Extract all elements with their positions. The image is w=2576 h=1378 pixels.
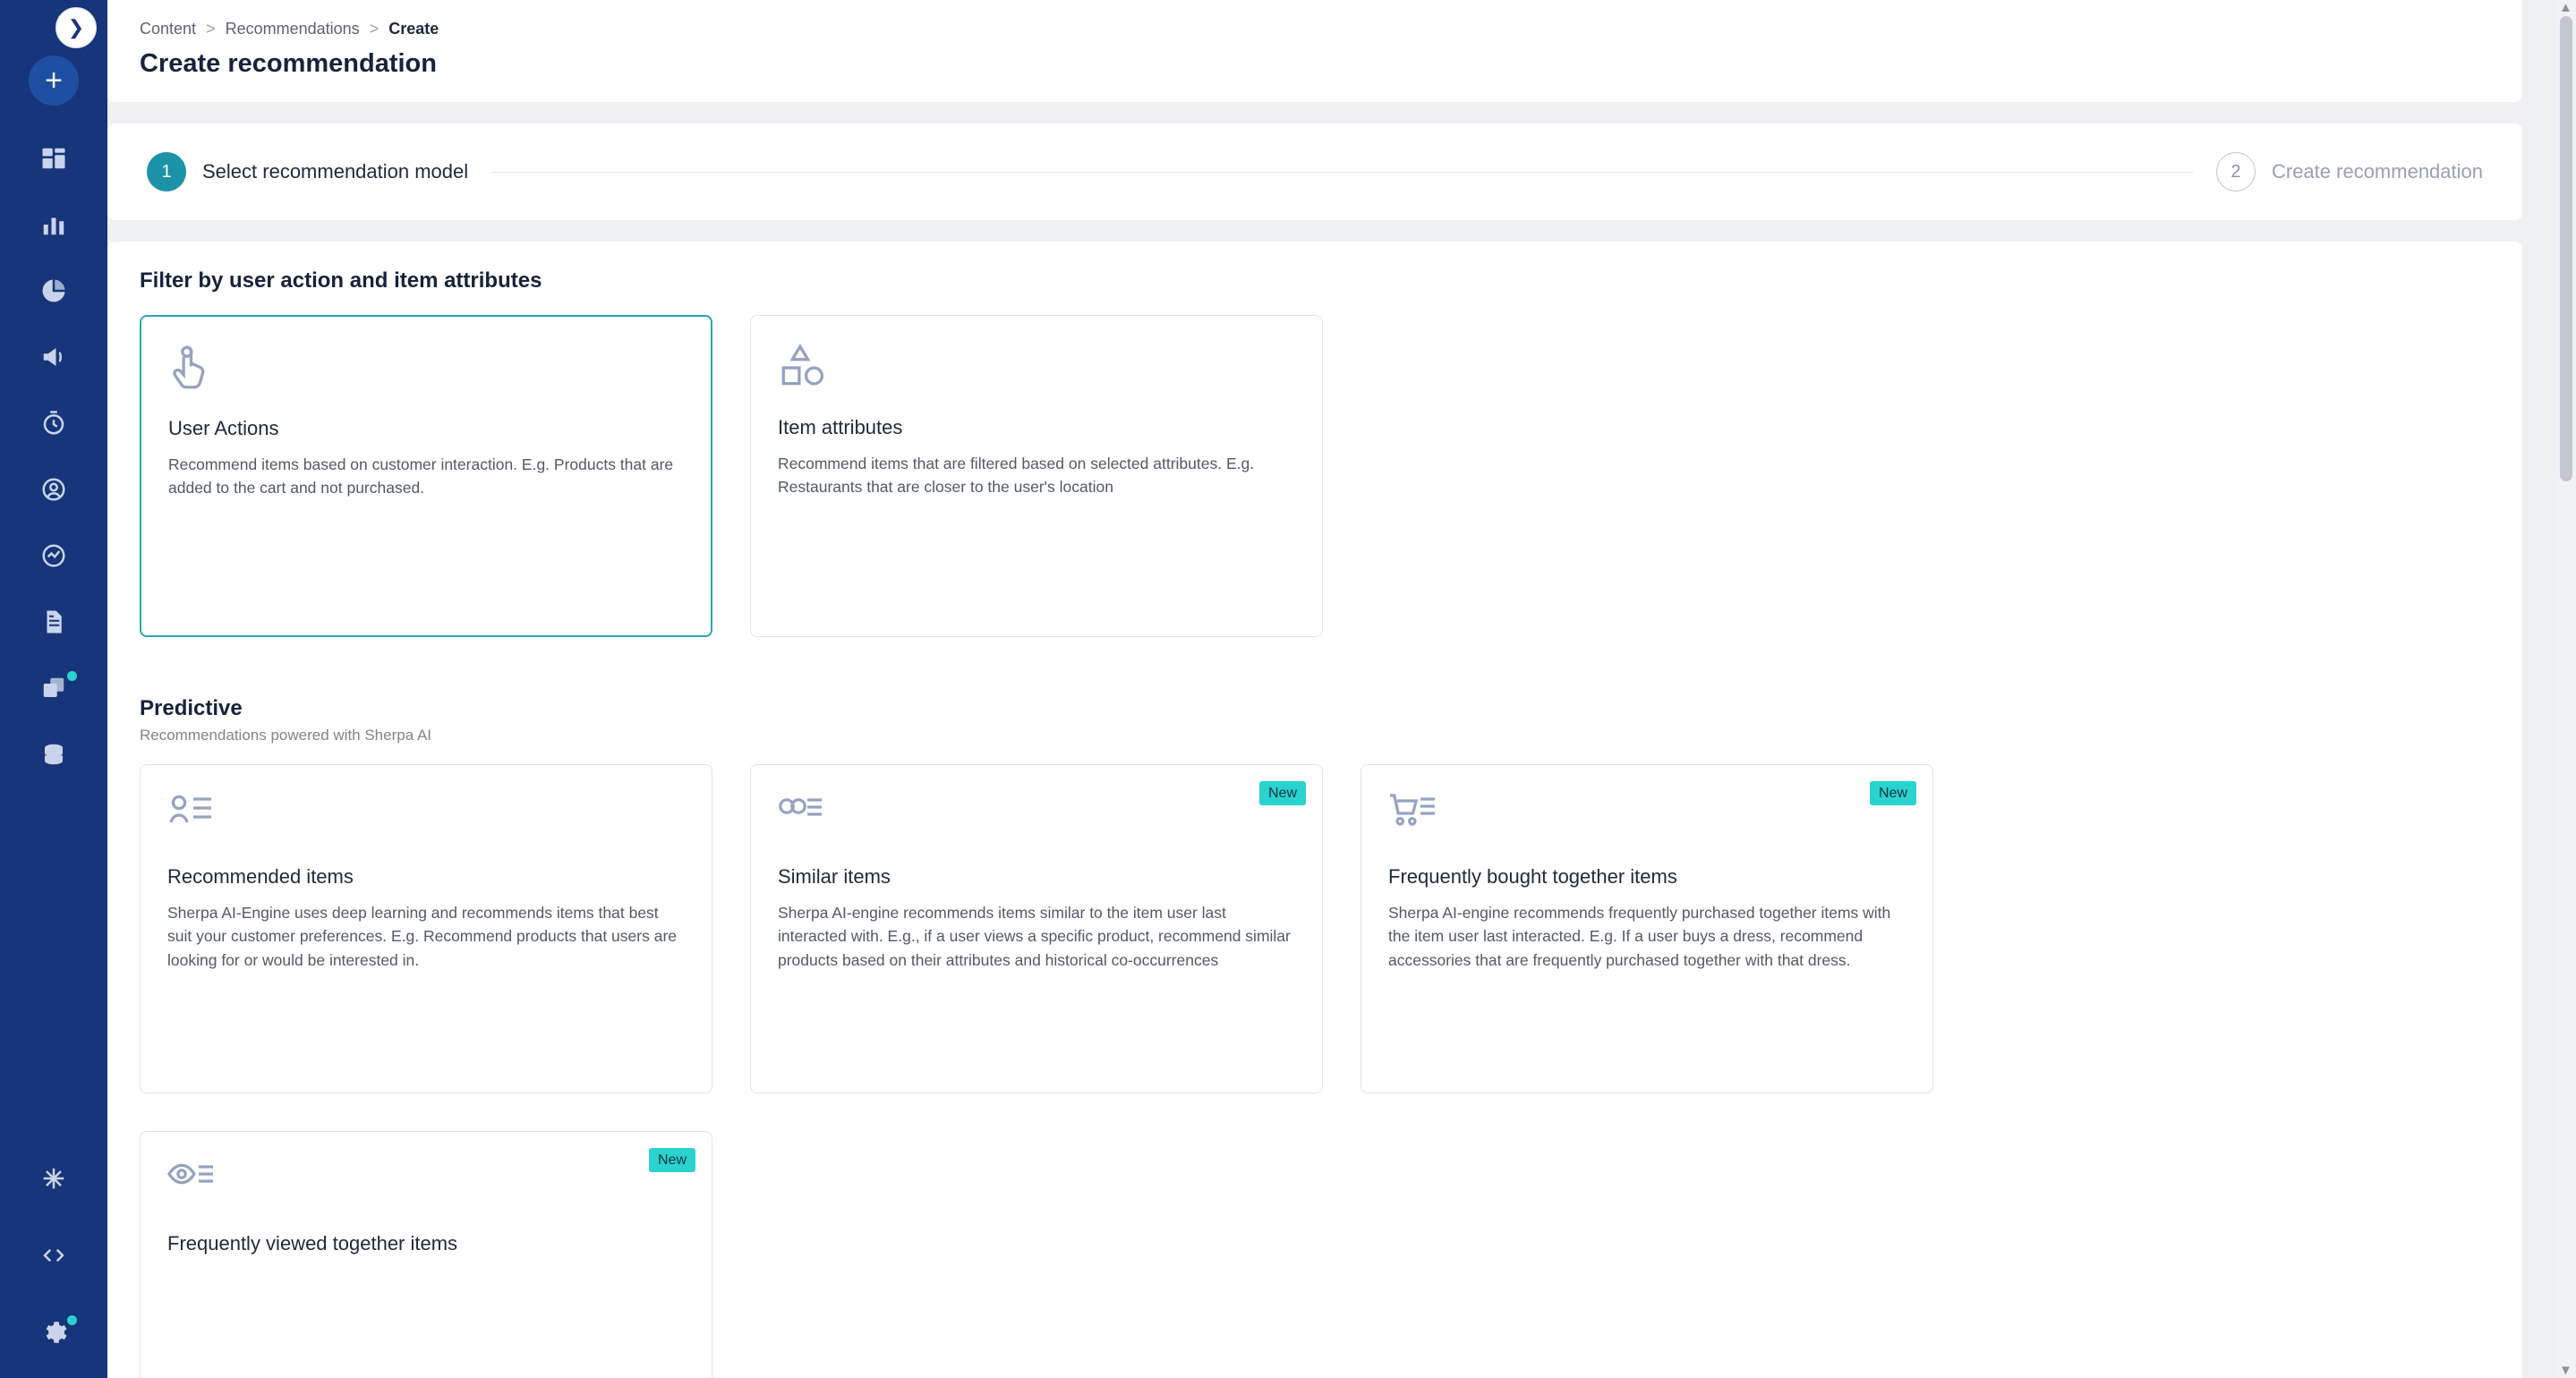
model-card-description: Recommend items that are filtered based on selected attributes. E.g. Restaurants that are closer to the user's location: [778, 455, 1255, 497]
notification-dot: [67, 1315, 77, 1325]
add-new-button[interactable]: [29, 55, 79, 106]
sidebar-item-campaigns[interactable]: [27, 336, 81, 378]
model-card-title: Frequently bought together items: [1388, 865, 1677, 888]
sparkle-icon: [40, 1165, 67, 1192]
sidebar-item-audience[interactable]: [27, 469, 81, 510]
dashboard-icon: [40, 145, 67, 172]
sidebar-expand-icon[interactable]: ❯: [55, 7, 97, 48]
left-sidebar: [0, 0, 107, 1378]
model-card-user-actions[interactable]: [140, 315, 712, 637]
eye-list-icon: [167, 1157, 685, 1220]
bar-chart-icon: [40, 211, 67, 238]
notification-dot: [67, 671, 77, 681]
page-header: [107, 0, 2522, 102]
predictive-section-title: Predictive: [140, 696, 243, 720]
step-2[interactable]: [2216, 152, 2483, 191]
layers-icon: [40, 675, 67, 702]
document-icon: [40, 608, 67, 635]
model-card-title: Similar items: [778, 865, 891, 888]
model-card-item-attributes[interactable]: [750, 315, 1323, 637]
breadcrumb-item-content[interactable]: Content: [140, 20, 197, 38]
pulse-icon: [40, 542, 67, 569]
model-card-frequently-bought-together[interactable]: [1361, 764, 1933, 1093]
scroll-up-icon[interactable]: ▲: [2559, 0, 2572, 15]
similar-items-icon: [778, 790, 1295, 853]
sidebar-item-analytics[interactable]: [27, 204, 81, 245]
pie-chart-icon: [40, 277, 67, 304]
tap-hand-icon: [168, 342, 684, 404]
step-2-number: 2: [2216, 152, 2256, 191]
user-circle-icon: [40, 476, 67, 503]
sidebar-item-settings[interactable]: [27, 1312, 81, 1353]
code-icon: [40, 1242, 67, 1269]
stepper: [107, 123, 2522, 220]
breadcrumb-item-create: Create: [388, 20, 439, 38]
sidebar-item-insights[interactable]: [27, 535, 81, 576]
sidebar-item-reports[interactable]: [27, 270, 81, 311]
sidebar-bottom-nav: [0, 1158, 107, 1353]
model-card-frequently-viewed-together[interactable]: [140, 1131, 712, 1378]
model-card-title: Frequently viewed together items: [167, 1232, 458, 1255]
sidebar-item-ai-assistant[interactable]: [27, 1158, 81, 1199]
model-card-title: User Actions: [168, 417, 279, 439]
status-badge: New: [1870, 781, 1916, 805]
predictive-section-subtitle: Recommendations powered with Sherpa AI: [140, 727, 432, 744]
breadcrumb-separator: >: [369, 20, 380, 38]
step-1-number: 1: [147, 152, 186, 191]
model-card-similar-items[interactable]: [750, 764, 1323, 1093]
clock-icon: [40, 410, 67, 437]
stepper-connector: [491, 172, 2193, 173]
scroll-down-icon[interactable]: ▼: [2559, 1363, 2572, 1378]
sidebar-item-data[interactable]: [27, 734, 81, 775]
status-badge: New: [1259, 781, 1306, 805]
model-card-description: Recommend items based on customer interaction. E.g. Products that are added to the cart and not purchased.: [168, 455, 674, 498]
sidebar-item-recommendations[interactable]: [27, 668, 81, 709]
step-2-label: Create recommendation: [2271, 160, 2483, 183]
main-content: [107, 0, 2576, 1378]
shapes-icon: [778, 341, 1295, 404]
model-selection-panel: [107, 242, 2522, 1378]
model-card-recommended-items[interactable]: [140, 764, 712, 1093]
model-card-description: Sherpa AI-Engine uses deep learning and recommends items that best suit your customer preferences. E.g. Recommend products that users are looking for or would be interested in.: [167, 904, 678, 969]
breadcrumb-item-recommendations[interactable]: Recommendations: [225, 20, 360, 38]
cart-list-icon: [1388, 790, 1906, 853]
model-card-description: Sherpa AI-engine recommends frequently purchased together items with the item user last interacted. E.g. If a user buys a dress, recommend accessories that are frequently purchased together with that dress.: [1388, 904, 1891, 969]
breadcrumb-separator: >: [206, 20, 216, 38]
sidebar-item-content[interactable]: [27, 601, 81, 642]
recommended-items-icon: [167, 790, 685, 853]
plus-icon: +: [45, 64, 63, 98]
step-1[interactable]: [147, 152, 468, 191]
model-card-title: Item attributes: [778, 416, 903, 438]
page-scrollbar[interactable]: [2556, 0, 2576, 1378]
step-1-label: Select recommendation model: [202, 160, 469, 183]
database-icon: [40, 741, 67, 768]
model-card-title: Recommended items: [167, 865, 354, 888]
predictive-tiles: [140, 764, 2490, 1378]
model-card-description: Sherpa AI-engine recommends items similar to the item user last interacted with. E.g., if a user views a specific product, recommend similar products based on their attributes and historical co-occurrences: [778, 904, 1291, 969]
sidebar-item-developer[interactable]: [27, 1235, 81, 1276]
status-badge: New: [649, 1148, 695, 1172]
sidebar-item-journeys[interactable]: [27, 403, 81, 444]
gear-icon: [39, 1318, 68, 1347]
sidebar-item-dashboard[interactable]: [27, 138, 81, 179]
filter-tiles: [140, 315, 2490, 637]
page-title: Create recommendation: [140, 49, 437, 78]
scrollbar-thumb[interactable]: [2560, 16, 2572, 481]
sidebar-nav-list: [0, 138, 107, 775]
filter-section-title: Filter by user action and item attributes: [140, 268, 542, 293]
breadcrumb: [140, 20, 2490, 38]
megaphone-icon: [40, 344, 67, 370]
